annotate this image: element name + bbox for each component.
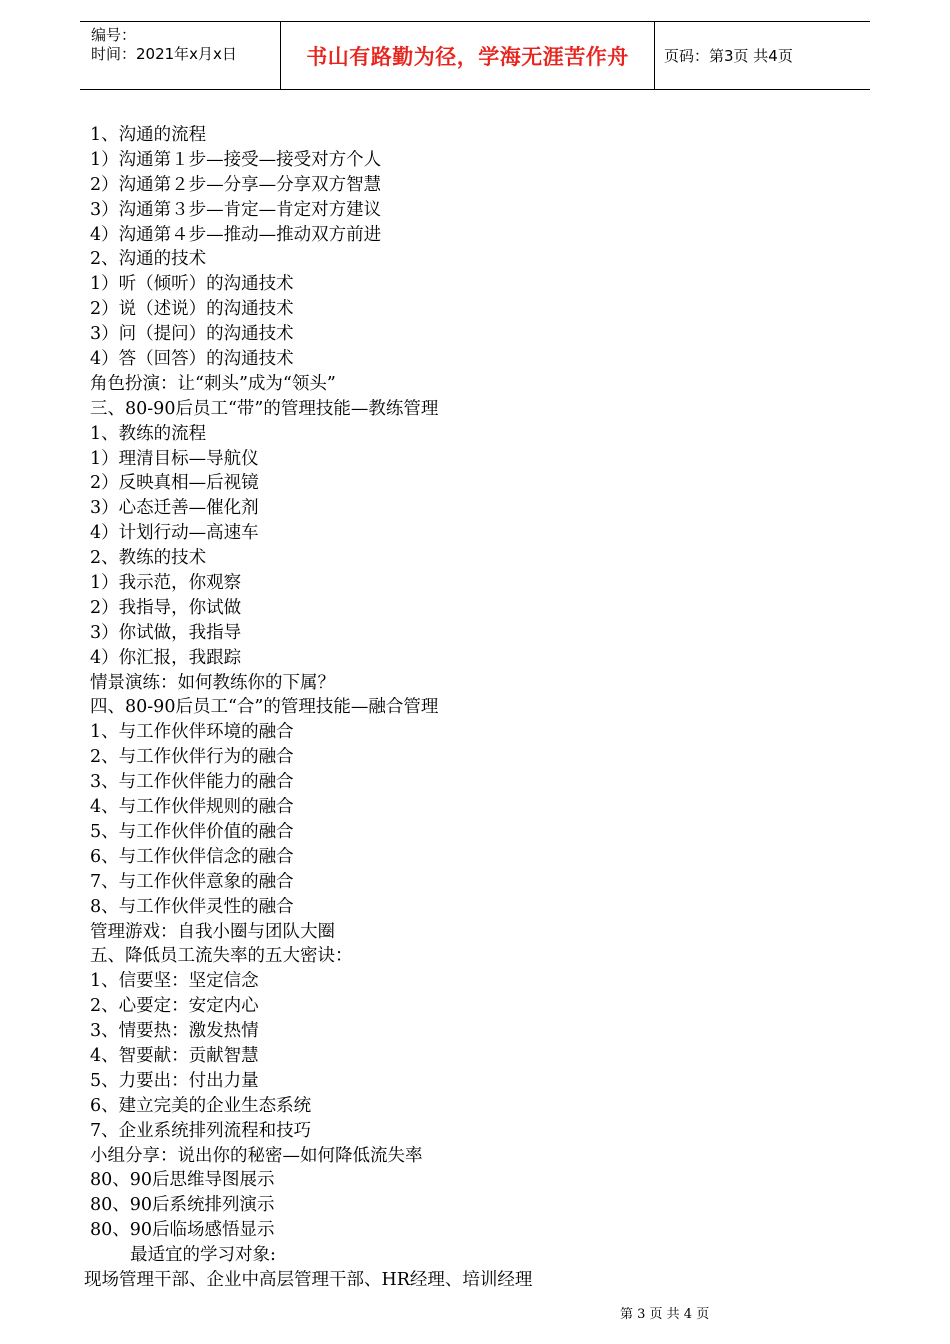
outline-line: 1）听（倾听）的沟通技术 xyxy=(90,274,294,295)
header-page-label: 页码：第3页 共4页 xyxy=(664,47,793,65)
outline-line: 7、企业系统排列流程和技巧 xyxy=(90,1120,312,1141)
outline-line: 5、与工作伙伴价值的融合 xyxy=(90,821,294,842)
outline-line: 3）心态迁善—催化剂 xyxy=(90,498,259,519)
page-footer: 第 3 页 共 4 页 xyxy=(620,1307,710,1322)
outline-line: 3）沟通第３步—肯定—肯定对方建议 xyxy=(90,199,382,220)
outline-line: 80、90后系统排列演示 xyxy=(90,1195,275,1216)
outline-line: 6、建立完美的企业生态系统 xyxy=(90,1095,312,1116)
outline-line: 角色扮演：让“刺头”成为“领头” xyxy=(90,373,336,394)
outline-line: 1）我示范，你观察 xyxy=(90,573,242,594)
outline-line: 2、与工作伙伴行为的融合 xyxy=(90,747,294,768)
outline-line: 4）答（回答）的沟通技术 xyxy=(90,349,294,370)
outline-line: 7、与工作伙伴意象的融合 xyxy=(90,871,294,892)
outline-line: 五、降低员工流失率的五大密诀： xyxy=(90,946,353,967)
outline-line: 2、沟通的技术 xyxy=(90,249,207,270)
outline-line: 3）你试做，我指导 xyxy=(90,622,242,643)
outline-line: 4、与工作伙伴规则的融合 xyxy=(90,797,294,818)
outline-line: 三、80-90后员工“带”的管理技能—教练管理 xyxy=(90,398,439,419)
outline-line: 2、教练的技术 xyxy=(90,548,207,569)
page-header xyxy=(80,21,870,90)
header-meta xyxy=(80,22,281,89)
outline-line: 2）我指导，你试做 xyxy=(90,597,242,618)
outline-line: 4）你汇报，我跟踪 xyxy=(90,647,242,668)
outline-line: 2）反映真相—后视镜 xyxy=(90,473,259,494)
outline-line: 8、与工作伙伴灵性的融合 xyxy=(90,896,294,917)
date-label: 时间：2021年x月x日 xyxy=(91,45,237,63)
outline-line: 1、沟通的流程 xyxy=(90,125,207,145)
outline-line: 1、与工作伙伴环境的融合 xyxy=(90,722,294,743)
outline-line: 3、与工作伙伴能力的融合 xyxy=(90,772,294,793)
outline-line: 小组分享：说出你的秘密—如何降低流失率 xyxy=(90,1145,423,1166)
outline-line: 4）计划行动—高速车 xyxy=(90,523,259,544)
outline-line: 管理游戏：自我小圈与团队大圈 xyxy=(90,921,335,942)
outline-line: 1）沟通第１步—接受—接受对方个人 xyxy=(90,149,382,170)
outline-line: 4）沟通第４步—推动—推动双方前进 xyxy=(90,224,382,245)
outline-line: 2）说（述说）的沟通技术 xyxy=(90,299,294,320)
code-label: 编号： xyxy=(91,26,137,44)
outline-line: 情景演练：如何教练你的下属？ xyxy=(90,672,335,693)
outline-line: 1）理清目标—导航仪 xyxy=(90,448,259,469)
outline-line: 2）沟通第２步—分享—分享双方智慧 xyxy=(90,174,382,195)
outline-line: 1、信要坚：坚定信念 xyxy=(90,971,259,992)
outline-line: 1、教练的流程 xyxy=(90,423,207,444)
outline-line: 3、情要热：激发热情 xyxy=(90,1021,259,1042)
outline-line: 四、80-90后员工“合”的管理技能—融合管理 xyxy=(90,697,439,718)
document-body xyxy=(84,123,870,1293)
header-motto: 书山有路勤为径，学海无涯苦作舟 xyxy=(281,22,655,89)
outline-line: 2、心要定：安定内心 xyxy=(90,996,259,1017)
outline-line: 80、90后思维导图展示 xyxy=(90,1170,275,1191)
outline-line: 6、与工作伙伴信念的融合 xyxy=(90,846,294,867)
outline-line: 80、90后临场感悟显示 xyxy=(90,1220,275,1241)
outline-list xyxy=(90,123,870,1243)
outline-line: 4、智要献：贡献智慧 xyxy=(90,1045,259,1066)
audience-text: 现场管理干部、企业中高层管理干部、HR经理、培训经理 xyxy=(84,1269,533,1290)
outline-line: 3）问（提问）的沟通技术 xyxy=(90,324,294,345)
audience-label: 最适宜的学习对象: xyxy=(130,1245,276,1266)
outline-line: 5、力要出：付出力量 xyxy=(90,1070,259,1091)
